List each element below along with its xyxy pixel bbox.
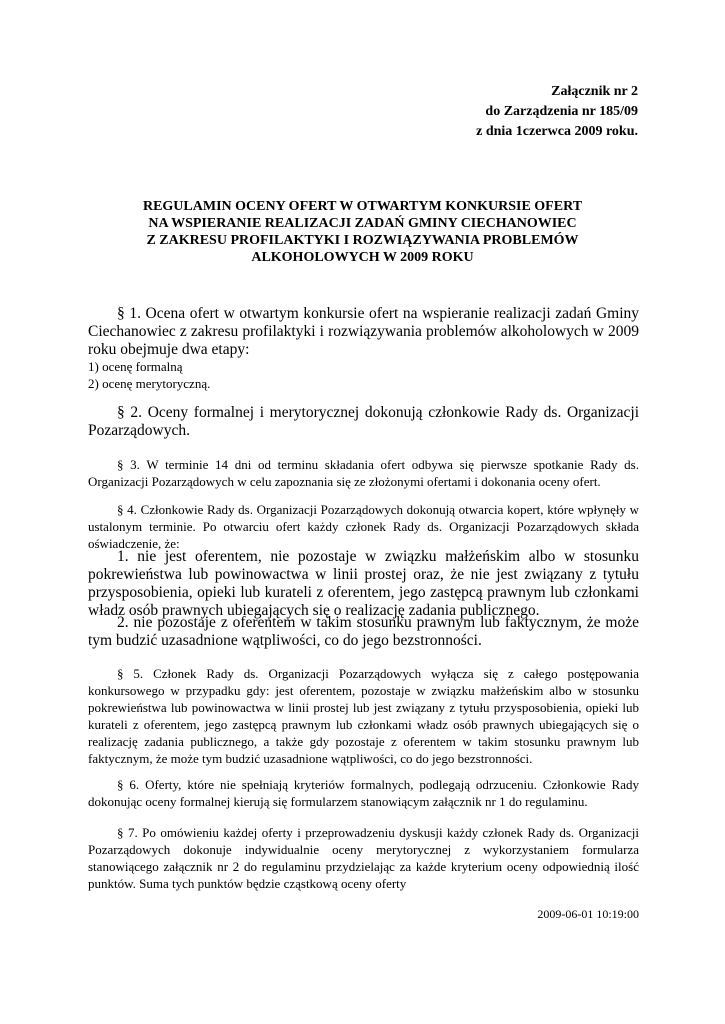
footer-timestamp: 2009-06-01 10:19:00 bbox=[537, 907, 639, 921]
ordinance-reference: do Zarządzenia nr 185/09 bbox=[485, 104, 638, 119]
section-1-list bbox=[88, 358, 210, 392]
section-1: § 1. Ocena ofert w otwartym konkursie ofert na wspieranie realizacji zadań Gminy Ciechanowiec z zakresu profilaktyki i rozwiązywania problemów alkoholowych w 2009 roku obejmuje dwa etapy: bbox=[88, 305, 639, 358]
title-line: REGULAMIN OCENY OFERT W OTWARTYM KONKURSIE OFERT bbox=[142, 199, 583, 214]
section-4-item-2: 2. nie pozostaje z oferentem w takim stosunku prawnym lub faktycznym, że może tym budzić uzasadnione wątpliwości, co do jego bezstronności. bbox=[88, 614, 639, 649]
section-2: § 2. Oceny formalnej i merytorycznej dokonują członkowie Rady ds. Organizacji Pozarządowych. bbox=[88, 404, 639, 439]
title-line: Z ZAKRESU PROFILAKTYKI I ROZWIĄZYWANIA PROBLEMÓW bbox=[146, 233, 579, 248]
title-line: NA WSPIERANIE REALIZACJI ZADAŃ GMINY CIECHANOWIEC bbox=[148, 216, 577, 231]
section-4-item-1: 1. nie jest oferentem, nie pozostaje w związku małżeńskim albo w stosunku pokrewieństwa lub powinowactwa w linii prostej oraz, że nie jest związany z tytułu przysposobienia, opieki lub kurateli z oferentem, jego zastępcą prawnym lub członkami władz osób prawnych ubiegających się o realizację zadania publicznego. bbox=[88, 548, 639, 619]
list-item: 1) ocenę formalną bbox=[88, 359, 183, 374]
section-5: § 5. Członek Rady ds. Organizacji Pozarządowych wyłącza się z całego postępowania konkursowego w przypadku gdy: jest oferentem, pozostaje w związku małżeńskim albo w stosunku pokrewieństwa lub powinowactwa w linii prostej lub jest związany z tytułu przysposobienia, opieki lub kurateli z oferentem, jego zastępcą prawnym lub członkami władz osób prawnych ubiegających się o realizację zadania publicznego, a także gdy pozostaje z oferentem w takim stosunku prawnym lub faktycznym, że może tym budzić uzasadnione wątpliwości, co do jego bezstronności. bbox=[88, 666, 639, 766]
title-line: ALKOHOLOWYCH W 2009 ROKU bbox=[251, 250, 474, 265]
document-title bbox=[90, 198, 635, 266]
list-item: 2) ocenę merytoryczną. bbox=[88, 376, 211, 391]
section-6: § 6. Oferty, które nie spełniają kryteriów formalnych, podlegają odrzuceniu. Członkowie Rady dokonując oceny formalnej kierują się formularzem stanowiącym załącznik nr 1 do regulaminu. bbox=[88, 777, 639, 809]
section-3: § 3. W terminie 14 dni od terminu składania ofert odbywa się pierwsze spotkanie Rady ds. Organizacji Pozarządowych w celu zapoznania się ze złożonymi ofertami i dokonania oceny ofert. bbox=[88, 457, 639, 489]
ordinance-date: z dnia 1czerwca 2009 roku. bbox=[476, 124, 638, 139]
attachment-number: Załącznik nr 2 bbox=[551, 84, 638, 99]
section-7: § 7. Po omówieniu każdej oferty i przeprowadzeniu dyskusji każdy członek Rady ds. Organizacji Pozarządowych dokonuje indywidualnie oceny merytorycznej z wykorzystaniem formularza stanowiącego załącznik nr 2 do regulaminu przydzielając za każde kryterium oceny odpowiednią ilość punktów. Suma tych punktów będzie cząstkową oceny oferty bbox=[88, 825, 639, 891]
attachment-header bbox=[476, 82, 638, 142]
section-4: § 4. Członkowie Rady ds. Organizacji Pozarządowych dokonują otwarcia kopert, które wpłynęły w ustalonym terminie. Po otwarciu ofert każdy członek Rady ds. Organizacji Pozarządowych składa oświadczenie, że: bbox=[88, 502, 639, 551]
